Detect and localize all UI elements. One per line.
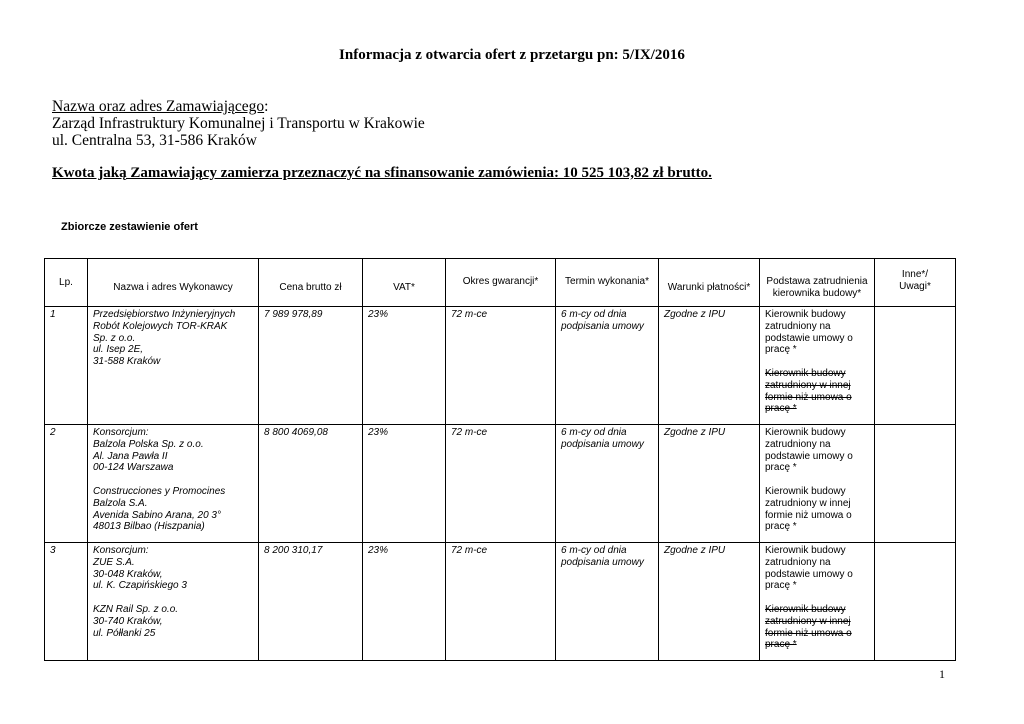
budget-amount-line: Kwota jaką Zamawiający zamierza przeznaczyć na sfinansowanie zamówienia: 10 525 103,82 zł brutto. [52,165,712,181]
header-basis: Podstawa zatrudnienia kierownika budowy* [760,259,875,307]
header-warranty: Okres gwarancji* [446,259,556,307]
row-payment: Zgodne z IPU [659,307,760,425]
row-other [875,307,956,425]
struck-option: Kierownik budowy zatrudniony w innej formie niż umowa o pracę * [765,367,852,415]
row-term: 6 m-cy od dnia podpisania umowy [556,543,659,661]
row-vat: 23% [363,425,446,543]
orderer-label-line [52,98,425,115]
header-other: Inne*/ Uwagi* [875,259,956,307]
row-price: 7 989 978,89 [259,307,363,425]
document-title: Informacja z otwarcia ofert z przetargu pn: 5/IX/2016 [339,47,685,63]
row-warranty: 72 m-ce [446,425,556,543]
row-term: 6 m-cy od dnia podpisania umowy [556,425,659,543]
table-row [45,307,956,425]
header-lp: Lp. [45,259,88,307]
page-number: 1 [939,667,945,681]
offers-table [44,258,956,661]
row-lp: 2 [45,425,88,543]
table-row [45,543,956,661]
header-payment: Warunki płatności* [659,259,760,307]
orderer-name: Zarząd Infrastruktury Komunalnej i Transportu w Krakowie [52,115,425,132]
row-contractor: Konsorcjum: Balzola Polska Sp. z o.o. Al. Jana Pawła II 00-124 Warszawa Construcciones y Promocines Balzola S.A. Avenida Sabino Arana, 20 3° 48013 Bilbao (Hiszpania) [88,425,259,543]
header-vat: VAT* [363,259,446,307]
table-row [45,425,956,543]
header-price: Cena brutto zł [259,259,363,307]
row-vat: 23% [363,307,446,425]
orderer-address: ul. Centralna 53, 31-586 Kraków [52,132,257,149]
row-lp: 3 [45,543,88,661]
row-payment: Zgodne z IPU [659,543,760,661]
row-payment: Zgodne z IPU [659,425,760,543]
row-contractor: Przedsiębiorstwo Inżynieryjnych Robót Kolejowych TOR-KRAK Sp. z o.o. ul. Isep 2E, 31-588 Kraków [88,307,259,425]
struck-option: Kierownik budowy zatrudniony w innej formie niż umowa o pracę * [765,603,852,651]
row-term: 6 m-cy od dnia podpisania umowy [556,307,659,425]
header-contractor: Nazwa i adres Wykonawcy [88,259,259,307]
row-price: 8 800 4069,08 [259,425,363,543]
row-contractor: Konsorcjum: ZUE S.A. 30-048 Kraków, ul. K. Czapińskiego 3 KZN Rail Sp. z o.o. 30-740 Kraków, ul. Półłanki 25 [88,543,259,661]
row-warranty: 72 m-ce [446,307,556,425]
row-warranty: 72 m-ce [446,543,556,661]
row-basis: Kierownik budowy zatrudniony na podstawie umowy o pracę * Kierownik budowy zatrudniony w innej formie niż umowa o pracę * [760,425,875,543]
row-lp: 1 [45,307,88,425]
row-vat: 23% [363,543,446,661]
row-price: 8 200 310,17 [259,543,363,661]
orderer-block [52,98,425,149]
row-other [875,543,956,661]
row-basis: Kierownik budowy zatrudniony na podstawie umowy o pracę * Kierownik budowy zatrudniony w innej formie niż umowa o pracę * [760,307,875,425]
row-other [875,425,956,543]
table-header-row [45,259,956,307]
row-basis: Kierownik budowy zatrudniony na podstawie umowy o pracę * Kierownik budowy zatrudniony w innej formie niż umowa o pracę * [760,543,875,661]
summary-heading: Zbiorcze zestawienie ofert [61,221,198,233]
header-term: Termin wykonania* [556,259,659,307]
orderer-label-colon: : [264,98,269,115]
orderer-label: Nazwa oraz adres Zamawiającego [52,98,265,115]
